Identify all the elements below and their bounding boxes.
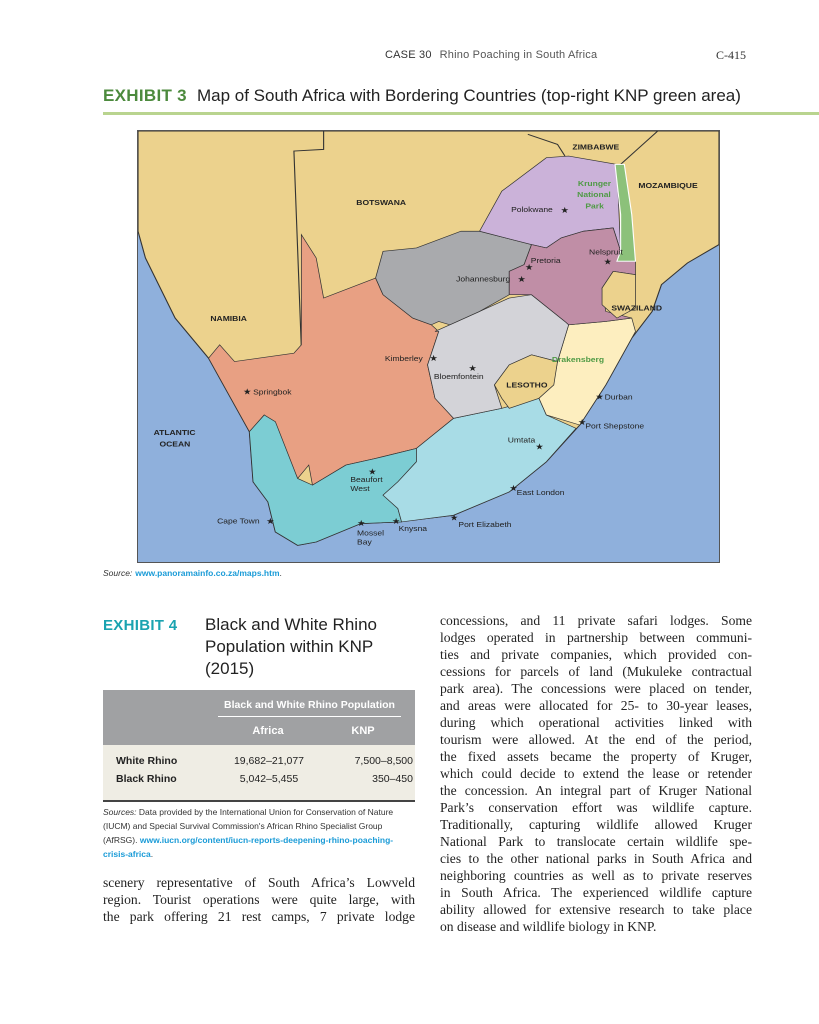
- case-number: CASE 30: [385, 49, 432, 61]
- city-star-icon: ★: [603, 257, 613, 267]
- table-sources: Sources: Data provided by the International Union for Conservation of Nature (IUCM) and Special Survival Commission's African Rhino Specialist Group (AfRSG). www.iucn.org/content/iucn-reports-deepening-rhino-poaching-crisis-africa.: [103, 807, 394, 859]
- table-header: [103, 690, 415, 745]
- africa-value: 5,042–5,455: [239, 773, 299, 785]
- table-row: [116, 773, 413, 787]
- source-link[interactable]: www.panoramainfo.co.za/maps.htm: [135, 568, 280, 578]
- text-line: the concession. An integral part of Kruger National: [440, 783, 752, 798]
- body-text-right: [440, 612, 752, 935]
- label-atlantic: ATLANTIC: [153, 428, 196, 437]
- label-kimberley: Kimberley: [384, 354, 423, 363]
- text-line: Park’s conservation effort was wildlife capture.: [440, 800, 752, 815]
- city-star-icon: ★: [243, 386, 252, 397]
- row-name: White Rhino: [116, 755, 178, 767]
- city-star-icon: ★: [357, 518, 366, 528]
- label-umtata: Umtata: [507, 435, 536, 445]
- text-line: Traditionally, capturing wildlife allowed Kruger: [440, 817, 752, 832]
- label-mozambique: MOZAMBIQUE: [638, 181, 698, 190]
- city-star-icon: ★: [595, 391, 605, 402]
- city-star-icon: ★: [577, 417, 587, 427]
- text-line: during which operational activities linked with: [440, 715, 752, 730]
- south-africa-map: [137, 130, 720, 563]
- label-kruger: Krunger: [577, 179, 612, 189]
- text-line: ability allowed for extensive research to take place: [440, 902, 752, 917]
- label-botswana: BOTSWANA: [356, 198, 407, 208]
- knp-value: 350–450: [372, 773, 413, 785]
- text-line: which could decide to extend the lease or retender: [440, 766, 752, 781]
- row-name: Black Rhino: [116, 773, 177, 785]
- label-beaufort-west: Beaufort: [350, 475, 383, 484]
- exhibit-label: EXHIBIT 3: [103, 86, 187, 105]
- text-line: scenery representative of South Africa’s Lowveld: [103, 875, 415, 890]
- label-bloemfontein: Bloemfontein: [433, 372, 484, 381]
- text-line: and areas were allocated for 25- to 30-year leases,: [440, 698, 752, 713]
- exhibit-4-label: EXHIBIT 4: [103, 617, 178, 634]
- text-line: lodges operated in partnership between communi-: [440, 630, 752, 645]
- label-beaufort-west-2: West: [350, 484, 370, 494]
- case-title: Rhino Poaching in South Africa: [439, 49, 598, 61]
- text-line: concessions, and 11 private safari lodges. Some: [440, 613, 752, 628]
- city-star-icon: ★: [368, 466, 377, 477]
- label-durban: Durban: [604, 392, 633, 402]
- city-star-icon: ★: [266, 516, 275, 526]
- label-drakensberg: Drakensberg: [551, 355, 605, 365]
- text-line: tourism were allowed. At the end of the period,: [440, 732, 752, 747]
- label-kruger-3: Park: [585, 201, 604, 211]
- page-number: C-415: [716, 48, 746, 62]
- city-star-icon: ★: [535, 442, 544, 452]
- column-header-knp: KNP: [351, 725, 375, 737]
- sources-link[interactable]: www.iucn.org/content/iucn-reports-deepening-rhino-poaching-crisis-africa: [103, 835, 394, 859]
- table-row: [116, 755, 413, 769]
- label-springbok: Springbok: [253, 387, 292, 397]
- text-line: on disease and wildlife biology in KNP.: [440, 919, 657, 934]
- city-star-icon: ★: [429, 353, 439, 363]
- text-line: region. Tourist operations were quite large, with: [103, 892, 415, 907]
- heading-rule: [103, 112, 819, 115]
- text-line: park area). The concessions were placed on tender,: [440, 681, 752, 696]
- text-line: the park offering 21 rest camps, 7 private lodge: [103, 909, 415, 924]
- label-pretoria: Pretoria: [530, 256, 561, 265]
- city-star-icon: ★: [560, 205, 570, 216]
- label-port-elizabeth: Port Elizabeth: [458, 520, 512, 529]
- text-line: neighboring countries as well as to private reserves: [440, 868, 752, 883]
- map-source: Source: www.panoramainfo.co.za/maps.htm.: [103, 568, 282, 578]
- label-mossel-bay-2: Bay: [357, 538, 372, 547]
- city-star-icon: ★: [449, 513, 459, 523]
- sources-label: Sources:: [103, 807, 137, 817]
- text-line: National Park to translocate certain wildlife spe-: [440, 834, 752, 849]
- label-port-shepstone: Port Shepstone: [585, 421, 645, 431]
- body-text-left: [103, 874, 415, 925]
- column-header-africa: Africa: [252, 725, 284, 737]
- city-star-icon: ★: [509, 483, 518, 494]
- label-namibia: NAMIBIA: [210, 314, 247, 323]
- exhibit-3-heading: [103, 86, 741, 106]
- knp-value: 7,500–8,500: [354, 755, 413, 767]
- text-line: the fixed assets became the property of Kruger,: [440, 749, 752, 764]
- label-kruger-2: National: [577, 190, 611, 200]
- label-johannesburg: Johannesburg: [456, 274, 511, 284]
- text-line: cies to the other national parks in South Africa and: [440, 851, 752, 866]
- text-line: in South Africa. The experienced wildlife capture: [440, 885, 752, 900]
- label-mossel-bay: Mossel: [357, 528, 385, 538]
- city-star-icon: ★: [517, 274, 527, 284]
- text-line: ties and private companies, which provided con-: [440, 647, 752, 662]
- label-ocean: OCEAN: [159, 439, 191, 449]
- city-star-icon: ★: [391, 516, 401, 526]
- city-star-icon: ★: [524, 262, 534, 272]
- sources-text: Data provided by the International Union for Conservation of Nature (IUCM) and Special Survival Commission's African Rhino Specialist Group (AfRSG).: [103, 807, 394, 845]
- label-knysna: Knysna: [398, 524, 428, 534]
- source-label: Source:: [103, 568, 133, 578]
- exhibit-4-title: Black and White Rhino Population within KNP (2015): [205, 615, 377, 678]
- label-lesotho: LESOTHO: [506, 380, 548, 390]
- label-nelspruit: Nelspruit: [589, 247, 623, 257]
- group-header: Black and White Rhino Population: [218, 699, 401, 717]
- label-east-london: East London: [516, 488, 565, 498]
- label-swaziland: SWAZILAND: [611, 304, 663, 313]
- exhibit-title: Map of South Africa with Bordering Countries (top-right KNP green area): [196, 86, 741, 105]
- africa-value: 19,682–21,077: [233, 755, 305, 767]
- label-cape-town: Cape Town: [217, 516, 260, 526]
- text-line: cessions for parcels of land (Mukuleke contractual: [440, 664, 752, 679]
- rhino-population-table: [103, 690, 415, 802]
- label-zimbabwe: ZIMBABWE: [572, 142, 620, 152]
- running-head: [385, 49, 597, 61]
- table-body: [103, 745, 415, 802]
- label-polokwane: Polokwane: [511, 205, 553, 215]
- city-star-icon: ★: [468, 363, 478, 373]
